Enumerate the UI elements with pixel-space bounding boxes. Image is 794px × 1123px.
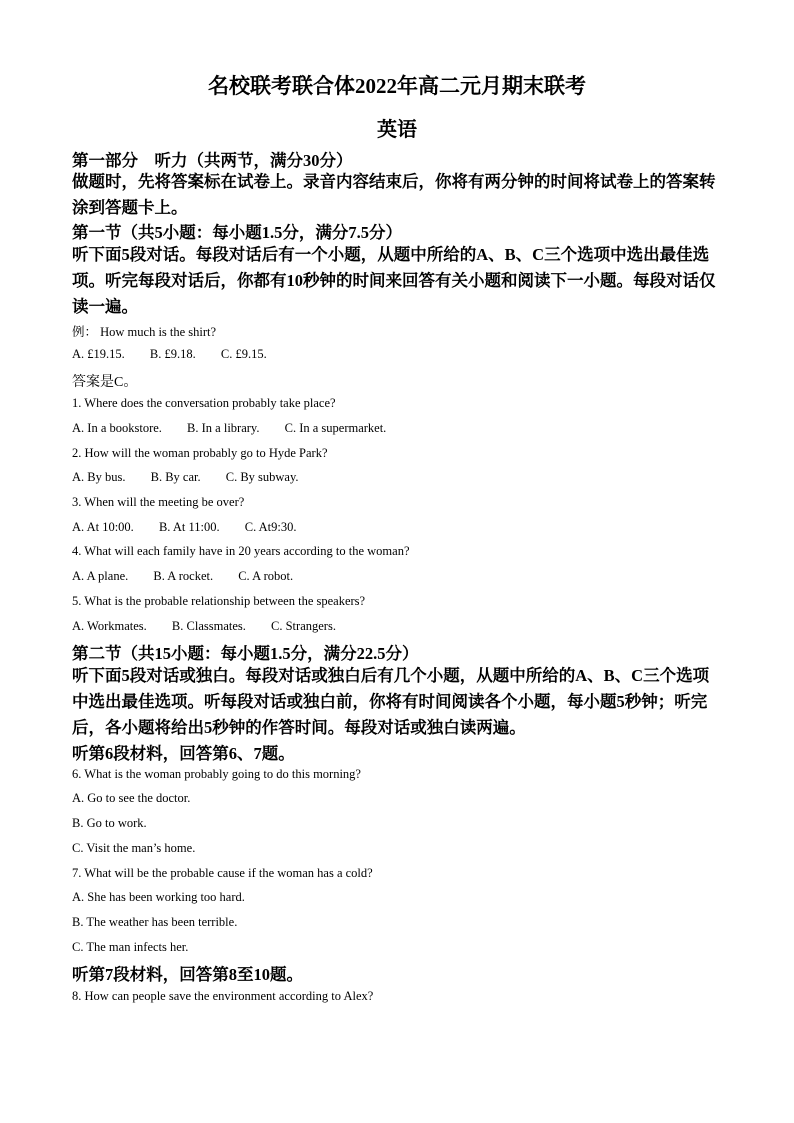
q2-option-c: C. By subway. [225,470,299,484]
q5-option-a: A. Workmates. [72,619,147,633]
q1-option-b: B. In a library. [187,421,260,435]
question-8: 8. How can people save the environment according to Alex? [72,989,374,1003]
question-4-options [72,569,293,584]
q6-option-a: A. Go to see the doctor. [72,791,191,805]
q7-option-c: C. The man infects her. [72,940,189,954]
material-6-heading: 听第6段材料，回答第6、7题。 [72,744,295,763]
example-question: 例： How much is the shirt? [72,325,217,339]
example-answer: 答案是C。 [72,375,138,390]
example-option-c: C. £9.15. [220,347,267,361]
q5-option-c: C. Strangers. [271,619,336,633]
question-2: 2. How will the woman probably go to Hyde Park? [72,446,328,460]
q7-option-a: A. She has been working too hard. [72,890,245,904]
example-option-b: B. £9.18. [149,347,196,361]
question-5: 5. What is the probable relationship between the speakers? [72,594,366,608]
material-7-heading: 听第7段材料，回答第8至10题。 [72,965,303,984]
question-4: 4. What will each family have in 20 years according to the woman? [72,544,410,558]
question-7: 7. What will be the probable cause if the woman has a cold? [72,866,373,880]
question-5-options [72,619,336,634]
example-options [72,347,267,362]
part1-instruction: 做题时，先将答案标在试卷上。录音内容结束后，你将有两分钟的时间将试卷上的答案转涂到答题卡上。 [72,172,716,217]
question-2-options [72,470,299,485]
question-3-options [72,520,296,535]
section1-instruction: 听下面5段对话。每段对话后有一个小题，从题中所给的A、B、C三个选项中选出最佳选项。听完每段对话后，你都有10秒钟的时间来回答有关小题和阅读下一小题。每段对话仅读一遍。 [72,245,716,316]
q1-option-c: C. In a supermarket. [284,421,387,435]
section1-heading: 第一节（共5小题：每小题1.5分，满分7.5分） [72,223,402,242]
q3-option-b: B. At 11:00. [158,520,220,534]
q3-option-a: A. At 10:00. [72,520,134,534]
part1-heading: 第一部分 听力（共两节，满分30分） [72,151,353,170]
q3-option-c: C. At9:30. [244,520,297,534]
section2-heading: 第二节（共15小题：每小题1.5分，满分22.5分） [72,644,419,663]
section2-instruction: 听下面5段对话或独白。每段对话或独白后有几个小题，从题中所给的A、B、C三个选项中选出最佳选项。听每段对话或独白前，你将有时间阅读各个小题，每小题5秒钟；听完后，各小题将给出5秒钟的作答时间。每段对话或独白读两遍。 [72,666,710,737]
question-1-options [72,421,386,436]
q4-option-c: C. A robot. [238,569,294,583]
q5-option-b: B. Classmates. [171,619,246,633]
exam-title: 名校联考联合体2022年高二元月期末联考 [208,74,586,98]
q7-option-b: B. The weather has been terrible. [72,915,238,929]
q4-option-a: A. A plane. [72,569,129,583]
q1-option-a: A. In a bookstore. [72,421,162,435]
q6-option-b: B. Go to work. [72,816,147,830]
question-3: 3. When will the meeting be over? [72,495,245,509]
question-1: 1. Where does the conversation probably take place? [72,396,336,410]
q6-option-c: C. Visit the man’s home. [72,841,196,855]
q2-option-a: A. By bus. [72,470,126,484]
question-6: 6. What is the woman probably going to do this morning? [72,767,361,781]
q4-option-b: B. A rocket. [153,569,214,583]
q2-option-b: B. By car. [150,470,201,484]
subject-title: 英语 [377,119,417,141]
example-option-a: A. £19.15. [72,347,125,361]
